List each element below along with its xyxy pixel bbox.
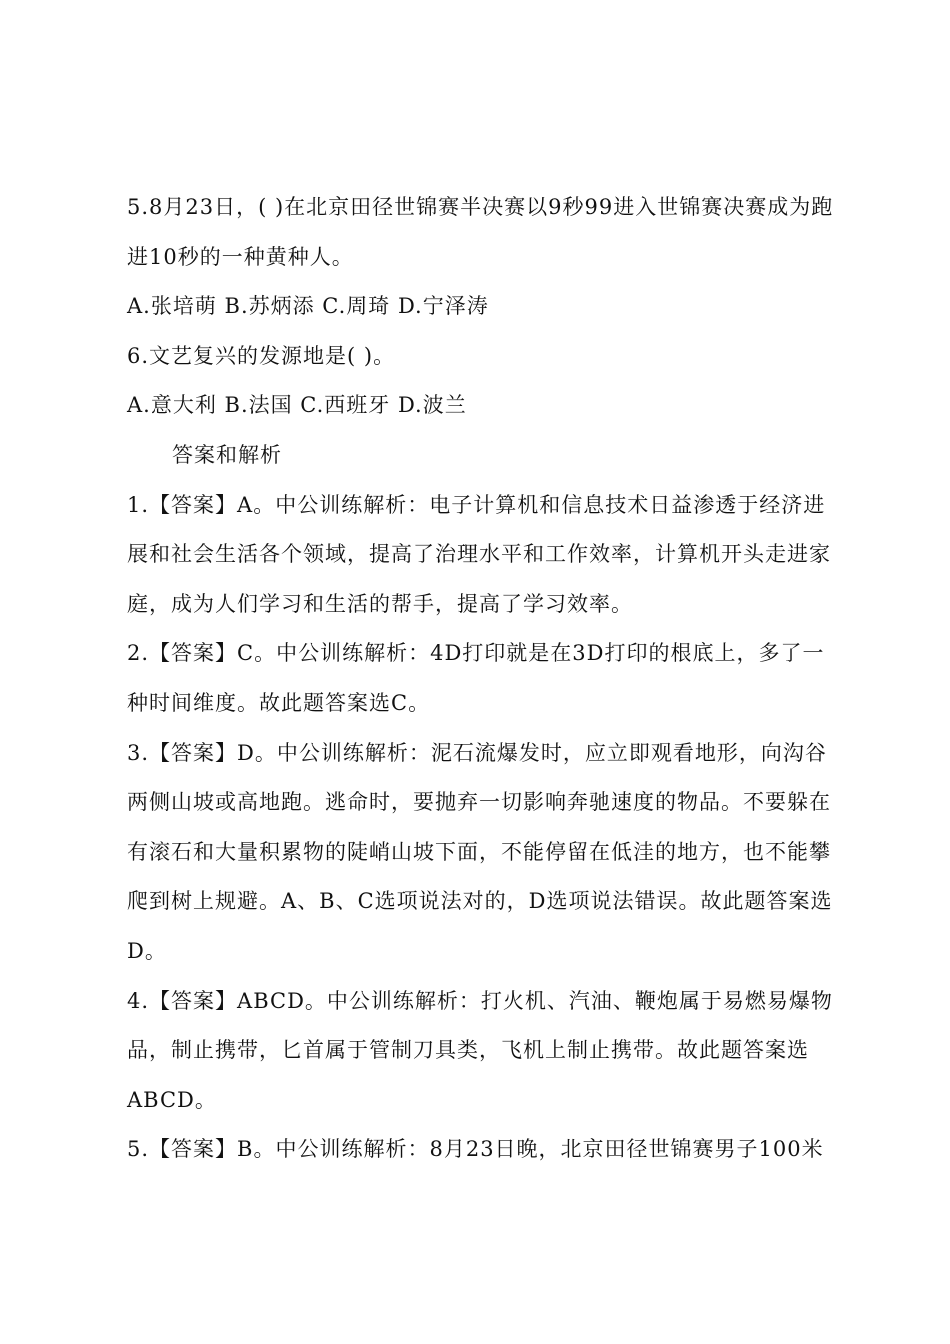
answer-4: 4.【答案】ABCD。中公训练解析：打火机、汽油、鞭炮属于易燃易爆物品，制止携带，匕首属于管制刀具类，飞机上制止携带。故此题答案选ABCD。 bbox=[127, 988, 833, 1112]
document-body bbox=[127, 183, 837, 1175]
question-5-options: A.张培萌 B.苏炳添 C.周琦 D.宁泽涛 bbox=[127, 294, 489, 319]
answer-1: 1.【答案】A。中公训练解析：电子计算机和信息技术日益渗透于经济进展和社会生活各个领域，提高了治理水平和工作效率，计算机开头走进家庭，成为人们学习和生活的帮手，提高了学习效率。 bbox=[127, 492, 831, 616]
answer-2: 2.【答案】C。中公训练解析：4D打印就是在3D打印的根底上，多了一种时间维度。故此题答案选C。 bbox=[127, 641, 825, 715]
question-5-stem: 5.8月23日，( )在北京田径世锦赛半决赛以9秒99进入世锦赛决赛成为跑进10秒的一种黄种人。 bbox=[127, 195, 834, 269]
answers-heading: 答案和解析 bbox=[172, 442, 282, 467]
answer-3: 3.【答案】D。中公训练解析：泥石流爆发时，应立即观看地形，向沟谷两侧山坡或高地跑。逃命时，要抛弃一切影响奔驰速度的物品。不要躲在有滚石和大量积累物的陡峭山坡下面，不能停留在低洼的地方，也不能攀爬到树上规避。A、B、C选项说法对的，D选项说法错误。故此题答案选D。 bbox=[127, 740, 833, 963]
answer-5: 5.【答案】B。中公训练解析：8月23日晚，北京田径世锦赛男子100米 bbox=[127, 1137, 824, 1162]
question-6-options: A.意大利 B.法国 C.西班牙 D.波兰 bbox=[127, 393, 467, 418]
question-6-stem: 6.文艺复兴的发源地是( )。 bbox=[127, 343, 396, 368]
